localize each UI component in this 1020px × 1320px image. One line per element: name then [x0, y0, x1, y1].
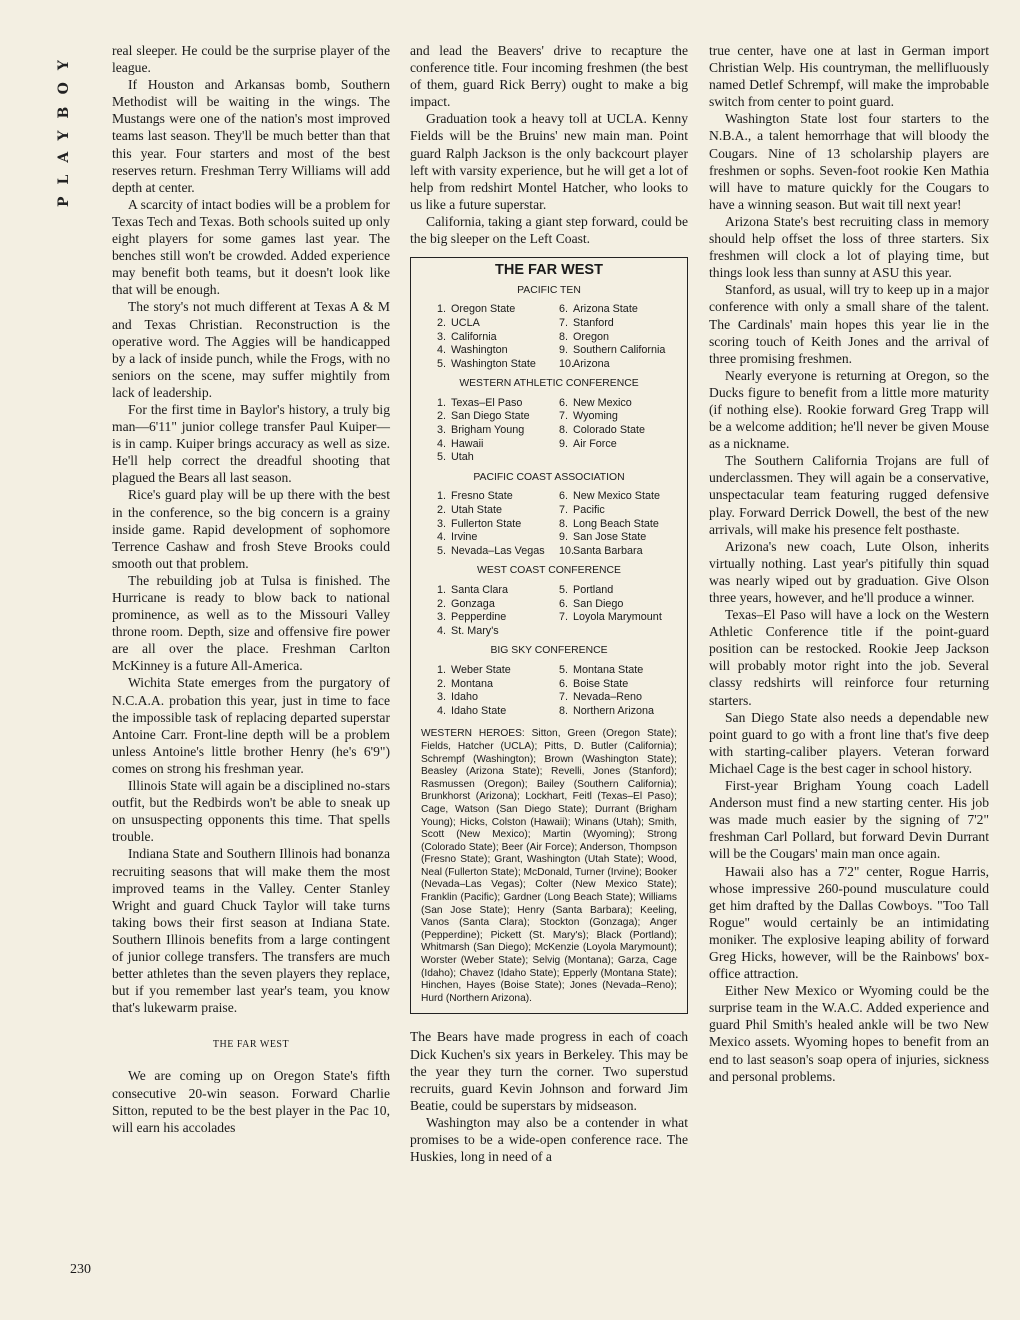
paragraph: Nearly everyone is returning at Oregon, so the Ducks figure to benefit from a little more maturity (if nothing else). Rookie forward Greg Trapp will be a welcome addition; he'll never be given Mouse as a nickname.: [709, 367, 989, 452]
paragraph: First-year Brigham Young coach Ladell Anderson must find a new starting center. His job was made much easier by the signing of 7'2" freshman Carl Pollard, but forward Devin Durrant will be the Cougars' main man once again.: [709, 778, 989, 862]
team-rank: 7.: [559, 504, 569, 517]
team-name: Fresno State: [451, 490, 513, 503]
team-entry: [437, 504, 555, 518]
team-name: Texas–El Paso: [451, 396, 523, 409]
team-name: Idaho State: [451, 704, 507, 717]
text-column-3: [709, 42, 989, 1085]
team-entry: [437, 625, 555, 639]
team-rank: 1.: [437, 303, 447, 316]
paragraph: The Bears have made progress in each of coach Dick Kuchen's six years in Berkeley. This may be the year they turn the corner. Two superstud recruits, guard Kevin Johnson and forward Jim Beatie, could be superstars by midseason.: [410, 1029, 688, 1113]
team-entry: [437, 518, 555, 532]
team-rank: 5.: [437, 357, 447, 370]
team-rank: 5.: [559, 584, 569, 596]
paragraph: real sleeper. He could be the surprise player of the league.: [112, 43, 390, 76]
western-heroes: WESTERN HEROES: Sitton, Green (Oregon State); Fields, Hatcher (UCLA); Pitts, D. Butler (California); Schrempf (Washington); Brown (Washington State); Beasley (Arizona State); Revelli, Jones (Stanford); Rasmussen (Oregon); Bailey (Southern California); Brunkhorst (Arizona); Lockhart, Feitl (Texas–El Paso); Cage, Watson (San Diego State); Durrant (Brigham Young); Hicks, Colston (Hawaii); Winans (Utah); Smith, Scott (New Mexico); Martin (Wyoming); Strong (Colorado State); Beer (Air Force); Anderson, Thompson (Fresno State); Grant, Washington (Utah State); Wood, Neal (Fullerton State); McDonald, Turner (Irvine); Booker (Nevada–Las Vegas); Colter (New Mexico State); Franklin (Pacific); Gardner (Long Beach State); Williams (San Jose State); Henry (Santa Barbara); Keeling, Vanos (Santa Clara); Stockton (Gonzaga); Anger (Pepperdine); Pickett (St. Mary's); Black (Portland); Whitmarsh (San Diego); McKenzie (Loyola Marymount); Worster (Weber State); Selvig (Montana); Garza, Cage (Idaho); Chavez (Idaho State); Epperly (Montana State); Hinchen, Hayes (Boise State); Jones (Nevada–Reno); Hurd (Northern Arizona).: [421, 728, 677, 1004]
team-entry: [559, 451, 677, 465]
team-entry: [559, 317, 677, 331]
team-name: UCLA: [451, 316, 480, 329]
paragraph: The Southern California Trojans are full of underclassmen. They will again be a conservative, unspectacular team featuring rugged defensive play. Forward Derrick Dowell, the best of the new arrivals, will make his presence felt posthaste.: [709, 453, 989, 537]
team-rank: 4.: [437, 344, 447, 357]
team-entry: [559, 598, 677, 612]
team-name: Oregon: [573, 330, 610, 343]
team-rank: 6.: [559, 597, 569, 610]
team-entry: [437, 451, 555, 465]
team-entry: [437, 358, 555, 372]
team-rank: 2.: [437, 597, 447, 610]
text-column-1: [112, 42, 390, 1136]
team-rank: 5.: [437, 451, 447, 464]
paragraph: Washington may also be a contender in what promises to be a wide-open conference race. The Huskies, long in need of a: [410, 1114, 688, 1165]
sidebar-title: THE FAR WEST: [495, 262, 603, 279]
team-entry: [437, 531, 555, 545]
team-standings: [437, 397, 677, 465]
team-entry: [559, 424, 677, 438]
column-2-bottom-paragraphs: [410, 1028, 688, 1165]
team-rank: 4.: [437, 437, 447, 450]
team-name: Brigham Young: [451, 424, 525, 437]
team-name: Portland: [573, 584, 614, 596]
column-2-top-paragraphs: [410, 42, 688, 247]
conference-name: PACIFIC COAST ASSOCIATION: [473, 471, 625, 483]
team-name: Arizona State: [573, 303, 638, 316]
team-entry: [437, 705, 555, 719]
team-name: St. Mary's: [451, 624, 499, 637]
team-rank: 6.: [559, 677, 569, 690]
team-rank: 10.: [559, 544, 575, 557]
team-entry: [437, 598, 555, 612]
team-name: Wyoming: [573, 410, 618, 423]
team-name: Fullerton State: [451, 517, 522, 530]
team-entry: [437, 584, 555, 598]
team-name: Colorado State: [573, 424, 646, 437]
column-1-paragraphs: [112, 42, 390, 1016]
paragraph: Washington State lost four starters to the N.B.A., a talent hemorrhage that will bloody the Cougars. Nine of 13 scholarship players are freshmen or sophs. Seven-foot rookie Ken Mathia will have to mature quickly for the Cougars to have a winning season. But wait till next year!: [709, 111, 989, 212]
team-entry: [559, 584, 677, 598]
conference-name: BIG SKY CONFERENCE: [490, 645, 608, 657]
paragraph: The rebuilding job at Tulsa is finished. The Hurricane is ready to blow back to national prominence, as well as to the Missouri Valley throne room. Depth, size and offensive fire power are all over the place. Freshman Carlton McKinney is a future All-America.: [112, 572, 390, 674]
team-entry: [559, 705, 677, 719]
team-name: California: [451, 330, 497, 343]
team-name: Santa Clara: [451, 584, 509, 596]
team-rank: 4.: [437, 704, 447, 717]
paragraph: Hawaii also has a 7'2" center, Rogue Harris, whose impressive 260-pound musculature could get him drafted by the Dallas Cowboys. "Too Tall Rogue" would certainly be an intimidating moniker. The explosive leaping ability of forward Greg Hicks, however, will be the Rainbows' box-office attraction.: [709, 863, 989, 982]
team-rank: 8.: [559, 424, 569, 437]
standings-sidebar: [410, 257, 688, 1014]
team-entry: [559, 331, 677, 345]
team-rank: 6.: [559, 303, 569, 316]
team-entry: [437, 664, 555, 678]
team-entry: [437, 344, 555, 358]
team-entry: [559, 358, 677, 372]
team-rank: 1.: [437, 396, 447, 409]
team-entry: [437, 678, 555, 692]
team-rank: 5.: [559, 663, 569, 676]
team-name: Southern California: [573, 344, 666, 357]
team-entry: [559, 410, 677, 424]
team-rank: 4.: [437, 624, 447, 637]
team-entry: [559, 664, 677, 678]
team-name: Boise State: [573, 677, 629, 690]
conference-name: WEST COAST CONFERENCE: [477, 565, 621, 577]
team-rank: 6.: [559, 490, 569, 503]
team-name: Nevada–Reno: [573, 691, 643, 704]
team-name: Santa Barbara: [573, 544, 643, 557]
paragraph: California, taking a giant step forward, could be the big sleeper on the Left Coast.: [410, 213, 688, 247]
paragraph: Indiana State and Southern Illinois had bonanza recruiting seasons that will make them the most improved teams in the Valley. Center Stanley Wright and guard Chuck Taylor will take turns taking bows their first season at Indiana State. Southern Illinois benefits from a large contingent of junior college transfers. The transfers are much better athletes than the seven players they replace, but if you remember last year's team, you know that's lukewarm praise.: [112, 846, 390, 1016]
team-rank: 3.: [437, 517, 447, 530]
team-name: San Diego State: [451, 410, 530, 423]
team-entry: [559, 397, 677, 411]
team-entry: [437, 438, 555, 452]
paragraph: Arizona's new coach, Lute Olson, inherits virtually nothing. Last year's pitifully thin squad was nearly wiped out by graduation. Give Olson three years, however, and he'll produce a winner.: [709, 538, 989, 605]
team-standings: [437, 303, 677, 371]
team-rank: 7.: [559, 611, 569, 624]
paragraph: A scarcity of intact bodies will be a problem for Texas Tech and Texas. Both schools suited up only eight players for some games last year. The benches still won't be crowded. Added experience may benefit both teams, but it doesn't look like that will be enough.: [112, 196, 390, 298]
team-entry: [559, 625, 677, 639]
team-standings: [437, 584, 677, 638]
paragraph: Stanford, as usual, will try to keep up in a major conference with only a small share of the talent. The Cardinals' main hopes this year lie in the scoring touch of Keith Jones and the arrival of three promising freshmen.: [709, 282, 989, 366]
team-name: Northern Arizona: [573, 704, 655, 717]
page-number: 230: [70, 1262, 91, 1277]
team-name: San Diego: [573, 597, 624, 610]
team-name: San Jose State: [573, 531, 647, 544]
paragraph: Texas–El Paso will have a lock on the Western Athletic Conference title if the point-guard position can be restocked. Rookie Jeep Jackson will probably motor right into the job. Several classy redshirts will reinforce four returning starters.: [709, 607, 989, 708]
column-3-paragraphs: [709, 42, 989, 1085]
paragraph: Illinois State will again be a disciplined no-stars outfit, but the Redbirds won't be able to sneak up on unsuspecting opponents this time. That spells trouble.: [112, 778, 390, 845]
team-entry: [437, 545, 555, 559]
paragraph: For the first time in Baylor's history, a truly big man—6'11" junior college transfer Paul Kuiper—is in camp. Kuiper brings accuracy as well as size. He'll help correct the dreadful shooting that plagued the Bears all last season.: [112, 401, 390, 486]
team-entry: [437, 331, 555, 345]
team-entry: [559, 531, 677, 545]
team-rank: 1.: [437, 490, 447, 503]
team-name: Utah State: [451, 504, 503, 517]
team-rank: 8.: [559, 330, 569, 343]
team-entry: [559, 691, 677, 705]
team-rank: 1.: [437, 584, 447, 596]
team-rank: 3.: [437, 611, 447, 624]
team-rank: 2.: [437, 410, 447, 423]
team-entry: [559, 611, 677, 625]
team-name: Pepperdine: [451, 611, 507, 624]
team-entry: [437, 317, 555, 331]
team-name: Nevada–Las Vegas: [451, 544, 545, 557]
team-name: Utah: [451, 451, 474, 464]
paragraph: San Diego State also needs a dependable new point guard to go with a front line that's five deep with starting-caliber players. Veteran forward Michael Cage is the best cager in school history.: [709, 709, 989, 776]
team-rank: 7.: [559, 691, 569, 704]
team-rank: 5.: [437, 544, 447, 557]
paragraph: Graduation took a heavy toll at UCLA. Kenny Fields will be the Bruins' new main man. Point guard Ralph Jackson is the only backcourt player left with varsity experience, but he will get a lot of help from redshirt Montel Hatcher, who looks to us like a future superstar.: [410, 111, 688, 212]
team-name: Washington State: [451, 357, 536, 370]
paragraph: true center, have one at last in German import Christian Welp. His countryman, the mellifluously named Detlef Schrempf, will make the improbable switch from center to point guard.: [709, 43, 989, 110]
paragraph: Arizona State's best recruiting class in memory should help offset the loss of three starters. Six freshmen will clock a lot of playing time, but things look less than sunny at ASU this year.: [709, 213, 989, 281]
team-entry: [559, 303, 677, 317]
team-rank: 9.: [559, 437, 569, 450]
team-rank: 8.: [559, 517, 569, 530]
team-name: Montana: [451, 677, 494, 690]
paragraph: Rice's guard play will be up there with the best in the conference, so the big concern is a grainy inside game. Rapid development of sophomore Terrence Cashaw and frosh Steve Brooks could smooth out that problem.: [112, 487, 390, 571]
team-rank: 3.: [437, 424, 447, 437]
team-rank: 7.: [559, 410, 569, 423]
team-rank: 2.: [437, 504, 447, 517]
team-name: Weber State: [451, 663, 511, 676]
team-name: Stanford: [573, 316, 614, 329]
team-rank: 2.: [437, 316, 447, 329]
paragraph: If Houston and Arkansas bomb, Southern Methodist will be waiting in the wings. The Mustangs were one of the nation's most improved teams last season. They'll be much better than that this year. Four starters and most of the best reserves return. Freshman Terry Williams will add depth at center.: [112, 77, 390, 195]
team-name: New Mexico State: [573, 490, 661, 503]
team-name: Washington: [451, 344, 508, 357]
column-1-after-heading: [112, 1067, 390, 1135]
team-rank: 7.: [559, 316, 569, 329]
team-name: Idaho: [451, 691, 479, 704]
team-rank: 2.: [437, 677, 447, 690]
team-rank: 3.: [437, 330, 447, 343]
text-column-2: [410, 42, 688, 1165]
team-entry: [437, 611, 555, 625]
team-entry: [437, 490, 555, 504]
team-standings: [437, 490, 677, 558]
team-name: Long Beach State: [573, 517, 659, 530]
team-name: Montana State: [573, 663, 644, 676]
team-rank: 8.: [559, 704, 569, 717]
team-entry: [437, 303, 555, 317]
team-rank: 10.: [559, 357, 575, 370]
team-entry: [437, 397, 555, 411]
team-rank: 6.: [559, 396, 569, 409]
team-name: Air Force: [573, 437, 617, 450]
team-standings: [437, 664, 677, 718]
team-entry: [559, 518, 677, 532]
team-entry: [559, 545, 677, 559]
team-entry: [559, 438, 677, 452]
team-rank: 9.: [559, 531, 569, 544]
team-entry: [437, 410, 555, 424]
team-entry: [559, 504, 677, 518]
team-name: Gonzaga: [451, 597, 495, 610]
team-entry: [559, 344, 677, 358]
paragraph: The story's not much different at Texas A & M and Texas Christian. Reconstruction is the operative word. The Aggies will be handicapped by a lack of inside punch, while the Frogs, with no seniors on the scene, may suffer mightily from lack of leadership.: [112, 299, 390, 400]
team-rank: 9.: [559, 344, 569, 357]
team-entry: [559, 490, 677, 504]
team-name: Loyola Marymount: [573, 611, 662, 624]
team-name: Oregon State: [451, 303, 516, 316]
conference-list: [421, 284, 677, 719]
team-name: Hawaii: [451, 437, 484, 450]
conference-name: WESTERN ATHLETIC CONFERENCE: [459, 378, 639, 390]
paragraph: We are coming up on Oregon State's fifth consecutive 20-win season. Forward Charlie Sitton, reputed to be the best player in the Pac 10, will earn his accolades: [112, 1068, 390, 1135]
team-name: Arizona: [573, 357, 610, 370]
team-rank: 3.: [437, 691, 447, 704]
paragraph: and lead the Beavers' drive to recapture the conference title. Four incoming freshmen (the best of them, guard Rick Berry) ought to make a big impact.: [410, 43, 688, 110]
paragraph: Either New Mexico or Wyoming could be the surprise team in the W.A.C. Added experience and guard Phil Smith's healed ankle will be two New Mexico assets. Wyoming hopes to benefit from an end to last season's soap opera of injuries, sickness and personal problems.: [709, 983, 989, 1084]
team-name: New Mexico: [573, 396, 632, 409]
team-name: Pacific: [573, 504, 605, 517]
team-entry: [559, 678, 677, 692]
conference-name: PACIFIC TEN: [517, 284, 581, 296]
team-entry: [437, 691, 555, 705]
paragraph: Wichita State emerges from the purgatory of N.C.A.A. probation this year, just in time to face the impossible task of replacing departed superstar Antoine Carr. Front-line depth will be a problem unless Antoine's little brother Henry (he's 6'9") comes on strong his freshman year.: [112, 675, 390, 776]
team-entry: [437, 424, 555, 438]
team-rank: 4.: [437, 531, 447, 544]
magazine-name: PLAYBOY: [56, 48, 72, 207]
team-rank: 1.: [437, 663, 447, 676]
section-heading: THE FAR WEST: [212, 1039, 290, 1051]
team-name: Irvine: [451, 531, 478, 544]
